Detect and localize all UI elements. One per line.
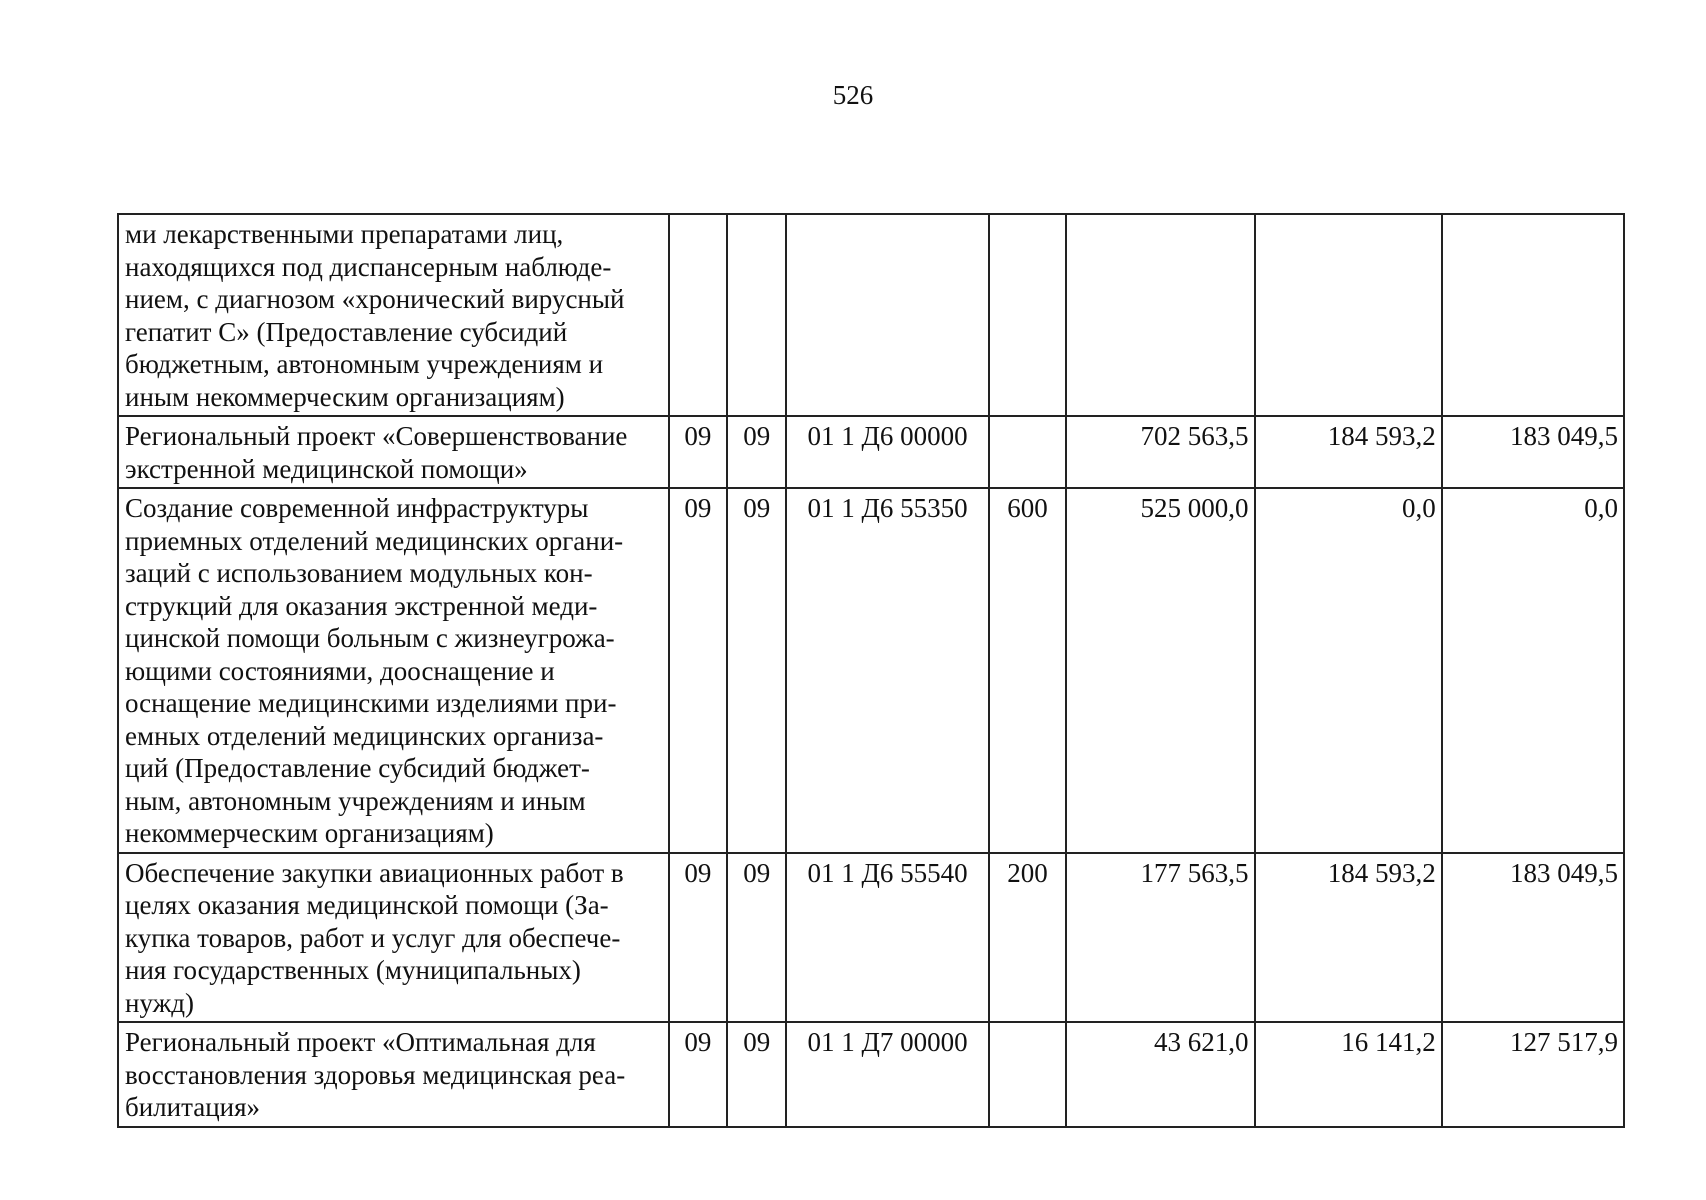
item-name-line: ми лекарственными препаратами лиц, [125,219,564,249]
subsection-code-cell: 09 [727,1022,786,1127]
amount-year3-cell: 127 517,9 [1442,1022,1624,1127]
table-body [118,214,1624,1127]
amount-year2-cell [1255,214,1442,416]
amount-year3-cell: 183 049,5 [1442,416,1624,488]
item-name-line: Региональный проект «Совершенствование [125,421,628,451]
item-name-cell [118,214,669,416]
item-name-cell [118,416,669,488]
table-row [118,214,1624,416]
section-code-cell: 09 [669,416,727,488]
target-article-cell [786,214,988,416]
item-name-line: заций с использованием модульных кон- [125,558,593,588]
amount-year3-cell: 0,0 [1442,488,1624,853]
section-code-cell: 09 [669,1022,727,1127]
section-code-cell: 09 [669,853,727,1023]
target-article-cell: 01 1 Д6 55350 [786,488,988,853]
target-article-cell: 01 1 Д6 00000 [786,416,988,488]
item-name-line: струкций для оказания экстренной меди- [125,590,598,621]
budget-table [117,213,1625,1128]
section-code-cell [669,214,727,416]
item-name-line: купка товаров, работ и услуг для обеспече- [125,922,621,953]
item-name-line: ния государственных (муниципальных) [125,955,581,985]
subsection-code-cell: 09 [727,488,786,853]
amount-year2-cell: 16 141,2 [1255,1022,1442,1127]
amount-year1-cell: 525 000,0 [1066,488,1254,853]
amount-year3-cell [1442,214,1624,416]
item-name-line: емных отделений медицинских организа- [125,720,604,751]
expense-type-cell: 200 [989,853,1067,1023]
table-row [118,488,1624,853]
item-name-line: нужд) [125,987,194,1018]
target-article-cell: 01 1 Д6 55540 [786,853,988,1023]
item-name-line: находящихся под диспансерным наблюде- [125,251,612,282]
item-name-line: экстренной медицинской помощи» [125,453,528,484]
amount-year1-cell: 43 621,0 [1066,1022,1254,1127]
item-name-line: гепатит С» (Предоставление субсидий [125,316,568,347]
item-name-line: ций (Предоставление субсидий бюджет- [125,753,590,783]
item-name-line: ным, автономным учреждениям и иным [125,785,586,816]
amount-year2-cell: 184 593,2 [1255,853,1442,1023]
item-name-line: некоммерческим организациям) [125,818,494,848]
item-name-line: Обеспечение закупки авиационных работ в [125,857,624,888]
table-row [118,1022,1624,1127]
item-name-line: приемных отделений медицинских органи- [125,525,624,556]
subsection-code-cell: 09 [727,416,786,488]
amount-year3-cell: 183 049,5 [1442,853,1624,1023]
subsection-code-cell: 09 [727,853,786,1023]
amount-year1-cell: 702 563,5 [1066,416,1254,488]
target-article-cell: 01 1 Д7 00000 [786,1022,988,1127]
table-row [118,853,1624,1023]
item-name-line: ющими состояниями, дооснащение и [125,655,555,686]
subsection-code-cell [727,214,786,416]
item-name-line: оснащение медицинскими изделиями при- [125,688,617,718]
item-name-line: восстановления здоровья медицинская реа- [125,1059,626,1090]
item-name-line: целях оказания медицинской помощи (За- [125,890,609,920]
item-name-line: нием, с диагнозом «хронический вирусный [125,284,625,314]
amount-year2-cell: 184 593,2 [1255,416,1442,488]
section-code-cell: 09 [669,488,727,853]
item-name-line: цинской помощи больным с жизнеугрожа- [125,623,615,653]
item-name-cell [118,1022,669,1127]
item-name-line: иным некоммерческим организациям) [125,381,565,412]
expense-type-cell: 600 [989,488,1067,853]
item-name-cell [118,488,669,853]
amount-year1-cell: 177 563,5 [1066,853,1254,1023]
amount-year2-cell: 0,0 [1255,488,1442,853]
expense-type-cell [989,416,1067,488]
amount-year1-cell [1066,214,1254,416]
item-name-line: билитация» [125,1092,261,1122]
page-number: 526 [832,80,874,110]
expense-type-cell [989,214,1067,416]
expense-type-cell [989,1022,1067,1127]
item-name-line: Региональный проект «Оптимальная для [125,1027,596,1057]
item-name-cell [118,853,669,1023]
item-name-line: Создание современной инфраструктуры [125,493,589,523]
table-row [118,416,1624,488]
item-name-line: бюджетным, автономным учреждениям и [125,349,604,379]
